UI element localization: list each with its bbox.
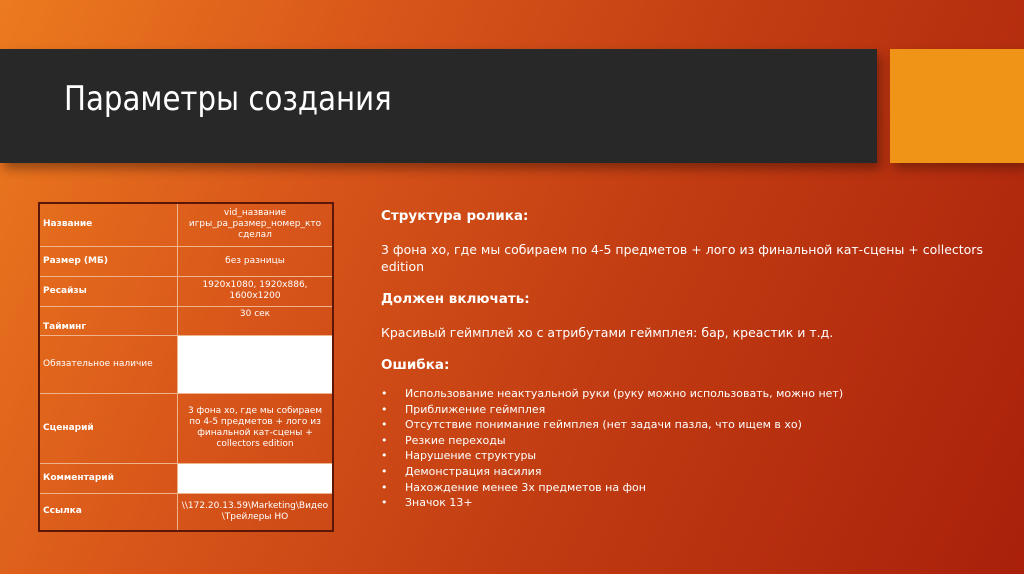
bullet-icon: • xyxy=(381,464,388,478)
structure-heading: Структура ролика: xyxy=(381,208,529,224)
row-label: Комментарий xyxy=(39,463,178,493)
accent-box xyxy=(890,49,1024,163)
bullet-icon: • xyxy=(381,480,388,494)
table-row xyxy=(39,203,333,246)
row-label: Ссылка xyxy=(39,493,178,531)
must-include-text: Красивый геймплей хо с атрибутами геймплея: бар, креастик и т.д. xyxy=(381,325,834,340)
row-label: Размер (МБ) xyxy=(39,246,178,276)
list-item: • Нарушение структуры xyxy=(381,449,537,463)
list-item: • Приближение геймплея xyxy=(381,402,546,416)
title-bar xyxy=(0,49,877,163)
list-item: • Отсутствие понимание геймплея (нет задачи пазла, что ищем в хо) xyxy=(381,418,802,432)
row-value-blank xyxy=(178,335,334,393)
table-row xyxy=(39,393,333,463)
row-label: Сценарий xyxy=(39,393,178,463)
table-row xyxy=(39,335,333,393)
row-label: Тайминг xyxy=(39,306,178,335)
list-item: • Использование неактуальной руки (руку можно использовать, можно нет) xyxy=(381,387,844,400)
slide-title: Параметры создания xyxy=(64,79,392,119)
row-value: vid_название игры_ра_размер_номер_кто сделал xyxy=(178,203,334,246)
row-label: Ресайзы xyxy=(39,276,178,306)
table-row xyxy=(39,306,333,335)
list-item: • Значок 13+ xyxy=(381,496,473,510)
row-value: 30 сек xyxy=(178,306,334,335)
list-item: • Демонстрация насилия xyxy=(381,464,542,478)
structure-text: 3 фона хо, где мы собираем по 4-5 предметов + лого из финальной кат-сцены + collectors edition xyxy=(381,242,983,274)
parameters-table xyxy=(38,202,334,532)
list-item: • Нахождение менее 3х предметов на фон xyxy=(381,480,646,494)
bullet-icon: • xyxy=(381,496,388,510)
row-value-blank xyxy=(178,463,334,493)
row-value: 1920x1080, 1920x886, 1600x1200 xyxy=(178,276,334,306)
table-row xyxy=(39,276,333,306)
bullet-icon: • xyxy=(381,449,388,463)
errors-list xyxy=(381,386,991,511)
must-include-heading: Должен включать: xyxy=(381,291,530,307)
row-value: без разницы xyxy=(178,246,334,276)
bullet-icon: • xyxy=(381,433,388,447)
list-item: • Резкие переходы xyxy=(381,433,506,447)
table-row xyxy=(39,246,333,276)
row-value: 3 фона хо, где мы собираем по 4-5 предметов + лого из финальной кат-сцены + collectors edition xyxy=(178,393,334,463)
table-row xyxy=(39,493,333,531)
errors-heading: Ошибка: xyxy=(381,357,450,373)
row-label: Обязательное наличие xyxy=(39,335,178,393)
row-value: \\172.20.13.59\Marketing\Видео \Трейлеры НО xyxy=(178,493,334,531)
bullet-icon: • xyxy=(381,387,388,400)
row-label: Название xyxy=(39,203,178,246)
table-row xyxy=(39,463,333,493)
content-panel xyxy=(381,208,991,511)
bullet-icon: • xyxy=(381,418,388,432)
bullet-icon: • xyxy=(381,402,388,416)
